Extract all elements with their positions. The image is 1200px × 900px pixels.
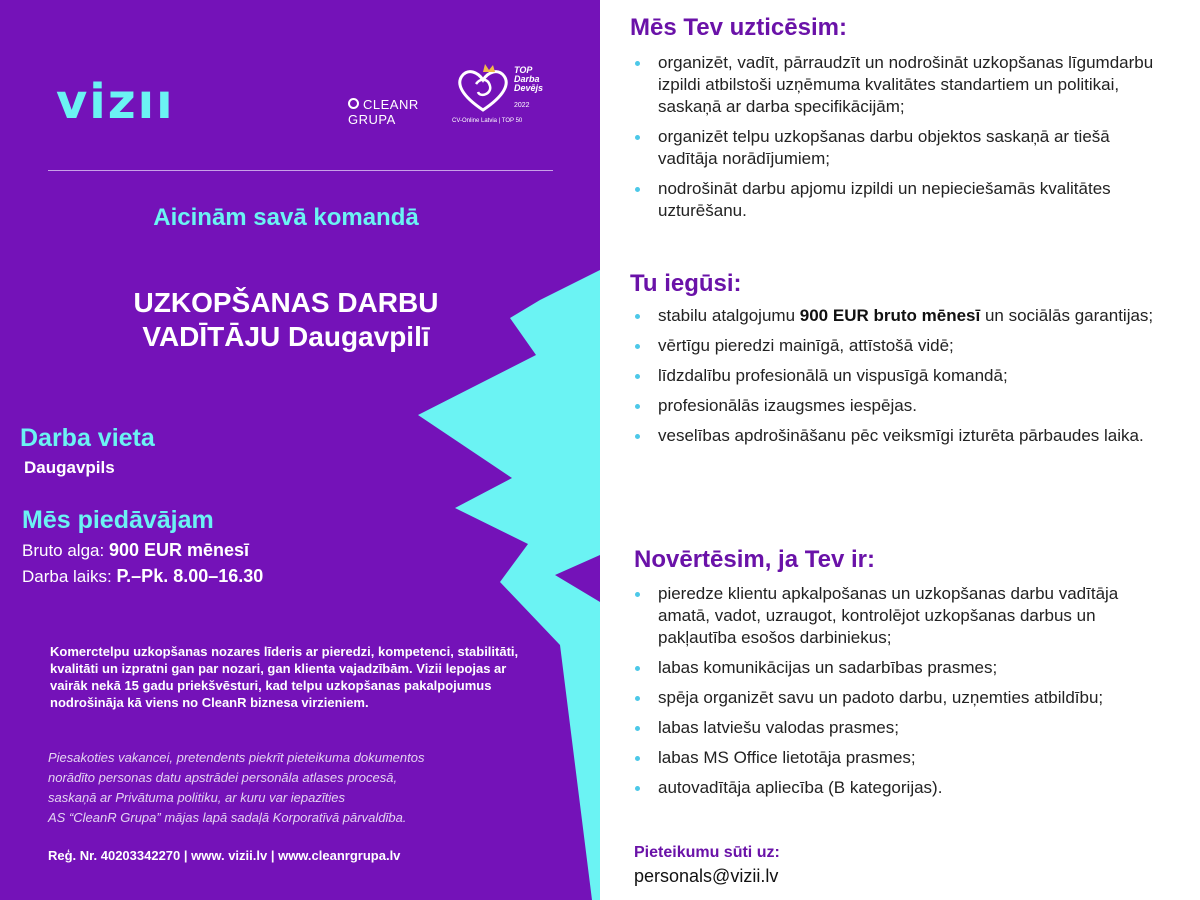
job-title-line1: UZKOPŠANAS DARBU bbox=[133, 287, 439, 318]
list-item: organizēt, vadīt, pārraudzīt un nodrošināt uzkopšanas līgumdarbu izpildi atbilstoši uzņēmuma kvalitātes standartiem un politikai, saskaņā ar darba specifikācijām; bbox=[630, 52, 1170, 118]
hours-line bbox=[22, 566, 263, 587]
privacy-notice: Piesakoties vakancei, pretendents piekrīt pieteikuma dokumentos norādīto personas datu apstrādei personāla atlases procesā, saskaņā ar Privātuma politiku, ar kuru var iepazīties AS “CleanR Grupa” mājas lapā sadaļā Korporatīvā pārvaldība. bbox=[48, 750, 425, 825]
list-item: autovadītāja apliecība (B kategorijas). bbox=[630, 777, 1170, 799]
list-item: profesionālās izaugsmes iespējas. bbox=[630, 395, 1170, 417]
heart-crown-icon bbox=[452, 62, 514, 118]
job-title-line2: VADĪTĀJU Daugavpilī bbox=[142, 321, 430, 352]
workplace-value: Daugavpils bbox=[24, 458, 115, 477]
list-item: labas MS Office lietotāja prasmes; bbox=[630, 747, 1170, 769]
job-title bbox=[0, 286, 572, 354]
list-item: vērtīgu pieredzi mainīgā, attīstošā vidē; bbox=[630, 335, 1170, 357]
list-item: pieredze klientu apkalpošanas un uzkopšanas darbu vadītāja amatā, vadot, uzraugot, kontrolējot uzkopšanas darbus un pakļautība esošos darbiniekus; bbox=[630, 583, 1170, 649]
list-item: labas latviešu valodas prasmes; bbox=[630, 717, 1170, 739]
offer-heading: Mēs piedāvājam bbox=[22, 506, 214, 534]
list-item: organizēt telpu uzkopšanas darbu objektos saskaņā ar tiešā vadītāja norādījumiem; bbox=[630, 126, 1170, 170]
badge-text: TOP Darba Devējs bbox=[514, 65, 544, 93]
cleanr-grupa-logo bbox=[348, 97, 419, 127]
salary-value: 900 EUR mēnesī bbox=[108, 540, 250, 560]
value-heading: Novērtēsim, ja Tev ir: bbox=[634, 546, 875, 573]
invite-heading: Aicinām savā komandā bbox=[153, 204, 419, 231]
trust-list bbox=[630, 52, 1170, 230]
list-item: stabilu atalgojumu 900 EUR bruto mēnesī un sociālās garantijas; bbox=[630, 305, 1170, 327]
value-list bbox=[630, 583, 1170, 807]
gain-list bbox=[630, 305, 1170, 455]
gain-heading: Tu iegūsi: bbox=[630, 270, 742, 297]
company-about: Komerctelpu uzkopšanas nozares līderis ar pieredzi, kompetenci, stabilitāti, kvalitāti un izpratni gan par nozari, gan klienta vajadzībām. Vizii lepojas ar vairāk nekā 15 gadu priekšvēsturi, kad telpu uzkopšanas pakalpojumus nodrošināja kā viens no CleanR biznesa virzieniem. bbox=[50, 644, 519, 710]
list-item: nodrošināt darbu apjomu izpildi un nepieciešamās kvalitātes uzturēšanu. bbox=[630, 178, 1170, 222]
header-divider bbox=[48, 170, 553, 171]
list-item: labas komunikācijas un sadarbības prasmes; bbox=[630, 657, 1170, 679]
badge-footer: CV-Online Latvia | TOP 50 bbox=[452, 118, 523, 124]
salary-highlight: 900 EUR bruto mēnesī bbox=[799, 306, 981, 325]
salary-line bbox=[22, 540, 249, 561]
ring-icon bbox=[348, 98, 359, 109]
apply-heading: Pieteikumu sūti uz: bbox=[634, 844, 780, 861]
trust-heading: Mēs Tev uzticēsim: bbox=[630, 14, 847, 41]
cleanr-line2: GRUPA bbox=[348, 112, 396, 127]
hours-value: P.–Pk. 8.00–16.30 bbox=[116, 566, 264, 586]
workplace-heading: Darba vieta bbox=[20, 424, 155, 452]
list-item: spēja organizēt savu un padoto darbu, uzņemties atbildību; bbox=[630, 687, 1170, 709]
hours-label: Darba laiks: bbox=[22, 567, 117, 586]
salary-label: Bruto alga: bbox=[22, 541, 109, 560]
badge-year: 2022 bbox=[514, 102, 530, 109]
right-panel bbox=[600, 0, 1200, 900]
top-employer-badge bbox=[452, 62, 562, 130]
apply-email-link[interactable]: personals@vizii.lv bbox=[634, 866, 779, 886]
list-item: līdzdalību profesionālā un vispusīgā komandā; bbox=[630, 365, 1170, 387]
cleanr-line1: CLEANR bbox=[363, 97, 419, 112]
vizii-logo: vizıı bbox=[56, 74, 175, 130]
list-item: veselības apdrošināšanu pēc veiksmīgi izturēta pārbaudes laika. bbox=[630, 425, 1170, 447]
registration-footer: Reģ. Nr. 40203342270 | www. vizii.lv | www.cleanrgrupa.lv bbox=[48, 848, 401, 863]
